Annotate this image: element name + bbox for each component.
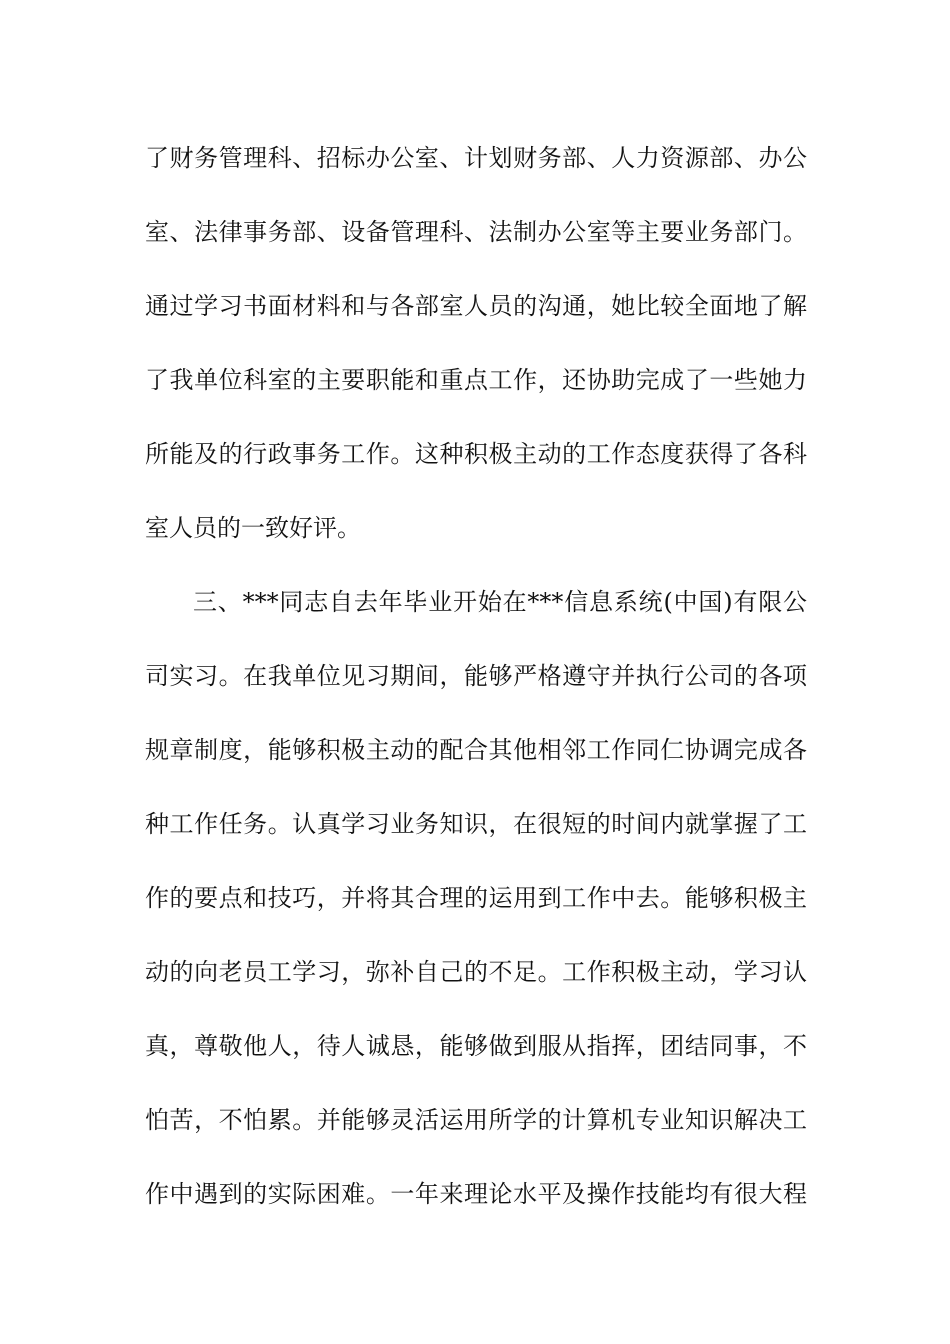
text-line: 了我单位科室的主要职能和重点工作，还协助完成了一些她力 xyxy=(145,366,807,394)
text-line: 所能及的行政事务工作。这种积极主动的工作态度获得了各科 xyxy=(145,440,807,468)
text-line: 室人员的一致好评。 xyxy=(145,514,361,542)
text-line: 作中遇到的实际困难。一年来理论水平及操作技能均有很大程 xyxy=(145,1180,807,1208)
text-line: 了财务管理科、招标办公室、计划财务部、人力资源部、办公 xyxy=(145,144,807,172)
text-line: 作的要点和技巧，并将其合理的运用到工作中去。能够积极主 xyxy=(145,884,807,912)
text-line: 动的向老员工学习，弥补自己的不足。工作积极主动，学习认 xyxy=(145,958,807,986)
text-line: 司实习。在我单位见习期间，能够严格遵守并执行公司的各项 xyxy=(145,662,807,690)
text-line: 室、法律事务部、设备管理科、法制办公室等主要业务部门。 xyxy=(145,218,807,246)
text-line: 真，尊敬他人，待人诚恳，能够做到服从指挥，团结同事，不 xyxy=(145,1032,807,1060)
text-line: 怕苦，不怕累。并能够灵活运用所学的计算机专业知识解决工 xyxy=(145,1106,807,1134)
paragraph-2 xyxy=(145,574,807,1240)
text-line: 规章制度，能够积极主动的配合其他相邻工作同仁协调完成各 xyxy=(145,736,807,764)
paragraph-1 xyxy=(145,130,807,574)
text-line: 通过学习书面材料和与各部室人员的沟通，她比较全面地了解 xyxy=(145,292,807,320)
text-line: 种工作任务。认真学习业务知识，在很短的时间内就掌握了工 xyxy=(145,810,807,838)
document-body xyxy=(145,130,807,1240)
text-line: 三、***同志自去年毕业开始在***信息系统(中国)有限公 xyxy=(193,588,807,616)
